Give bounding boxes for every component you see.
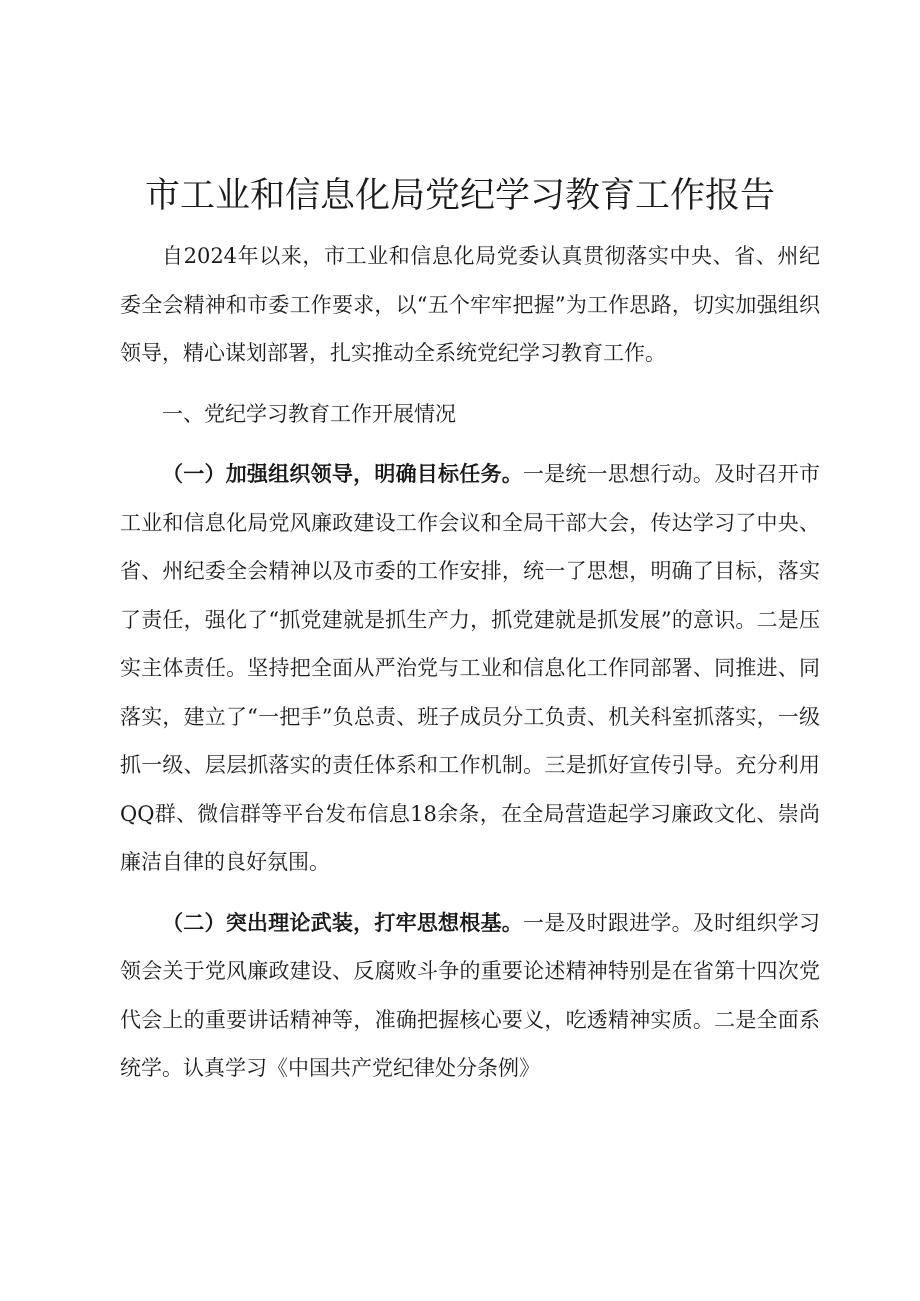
item-1-text: 一是统一思想行动。及时召开市工业和信息化局党风廉政建设工作会议和全局干部大会，传达学习了中央、省、州纪委全会精神以及市委的工作安排，统一了思想，明确了目标，落实了责任，强化了“抓党建就是抓生产力，抓党建就是抓发展”的意识。二是压实主体责任。坚持把全面从严治党与工业和信息化工作同部署、同推进、同落实，建立了“一把手”负总责、班子成员分工负责、机关科室抓落实，一级抓一级、层层抓落实的责任体系和工作机制。三是抓好宣传引导。充分利用QQ群、微信群等平台发布信息18余条，在全局营造起学习廉政文化、崇尚廉洁自律的良好氛围。 <box>120 462 821 874</box>
document-body <box>120 232 820 1105</box>
item-1-lead: （一）加强组织领导，明确目标任务。 <box>162 462 523 486</box>
section-heading: 一、党纪学习教育工作开展情况 <box>162 401 456 426</box>
intro-paragraph: 自2024年以来，市工业和信息化局党委认真贯彻落实中央、省、州纪委全会精神和市委工作要求，以“五个牢牢把握”为工作思路，切实加强组织领导，精心谋划部署，扎实推动全系统党纪学习教育工作。 <box>120 244 820 365</box>
paragraph-item-1 <box>120 450 820 887</box>
item-2-lead: （二）突出理论武装，打牢思想根基。 <box>162 910 523 935</box>
paragraph-item-2 <box>120 899 820 1093</box>
item-2-text: 一是及时跟进学。及时组织学习领会关于党风廉政建设、反腐败斗争的重要论述精神特别是在省第十四次党代会上的重要讲话精神等，准确把握核心要义，吃透精神实质。二是全面系统学。认真学习《中国共产党纪律处分条例》 <box>120 910 821 1080</box>
document-title: 市工业和信息化局党纪学习教育工作报告 <box>144 176 775 216</box>
